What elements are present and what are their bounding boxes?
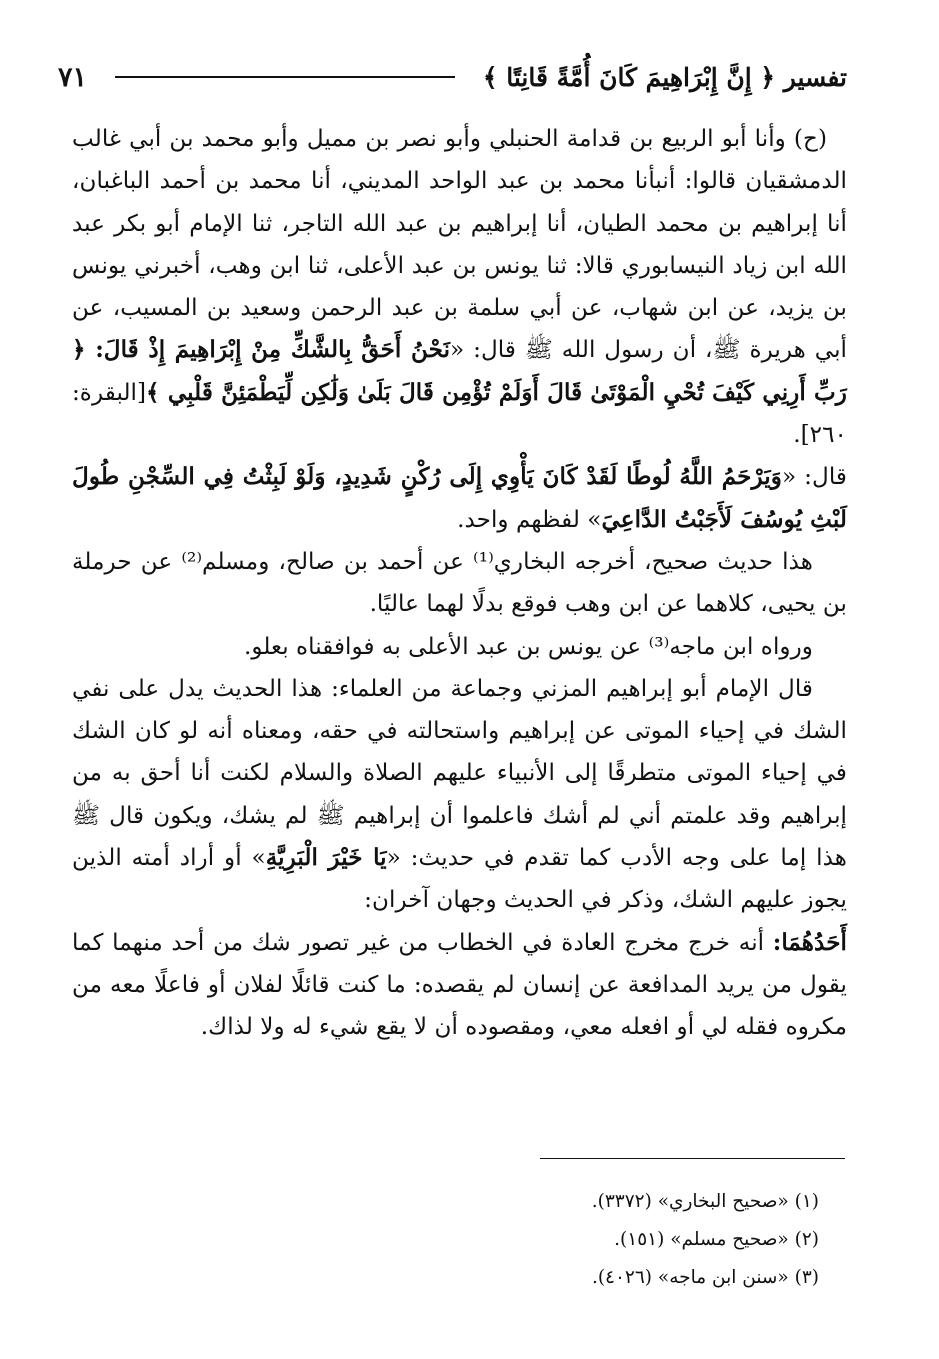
header-rule <box>115 76 455 78</box>
hadith-quote: يَا خَيْرَ الْبَرِيَّةِ <box>265 844 387 872</box>
paragraph-text: هذا حديث صحيح، أخرجه البخاري⁽¹⁾ عن أحمد بن صالح، ومسلم⁽²⁾ عن حرملة بن يحيى، كلاهما عن ابن وهب فوقع بدلًا لهما عاليًا. <box>72 547 847 618</box>
page-header <box>58 52 847 102</box>
page-number: ٧١ <box>58 61 88 93</box>
footnote-1: (١) «صحيح البخاري» (٣٣٧٢). <box>591 1191 819 1212</box>
paragraph-tail: » أو أراد أمته الذين يجوز عليهم الشك، وذكر في الحديث وجهان آخران: <box>72 844 847 914</box>
paragraph-isnad <box>72 118 847 456</box>
footnote-2: (٢) «صحيح مسلم» (١٥١). <box>614 1229 819 1250</box>
footnote-divider <box>540 1158 845 1159</box>
paragraph-first-aspect <box>72 922 847 1049</box>
footnote-3: (٣) «سنن ابن ماجه» (٤٠٢٦). <box>591 1267 819 1288</box>
paragraph-grading <box>72 541 847 626</box>
paragraph-text: قال: « <box>781 463 847 491</box>
running-title: تفسير ﴿ إِنَّ إِبْرَاهِيمَ كَانَ أُمَّةً قَانِتًا ﴾ <box>482 62 847 92</box>
page-body <box>72 118 847 1049</box>
footnotes <box>319 1183 819 1297</box>
paragraph-tail: [البقرة: ٢٦٠]. <box>72 378 847 449</box>
paragraph-text: ورواه ابن ماجه⁽³⁾ عن يونس بن عبد الأعلى به فوافقناه بعلو. <box>243 632 813 660</box>
paragraph-commentary <box>72 668 847 922</box>
section-lead: أَحَدُهُمَا: <box>772 928 847 956</box>
paragraph-text: أنه خرج مخرج العادة في الخطاب من غير تصور شك من أحد منهما كما يقول من يريد المدافعة عن إنسان لم يقصده: ما كنت قائلًا لفلان أو فاعلًا معه من مكروه فقله لي أو افعله معي، ومقصوده أن لا يقع شيء له ولا لذاك. <box>72 928 847 1041</box>
paragraph-hadith-continuation <box>72 456 847 541</box>
paragraph-ibn-majah <box>72 626 847 668</box>
hadith-quote: وَيَرْحَمُ اللَّهُ لُوطًا لَقَدْ كَانَ يَأْوِي إِلَى رُكْنٍ شَدِيدٍ، وَلَوْ لَبِثْتُ فِي السِّجْنِ طُولَ لَبْثِ يُوسُفَ لَأَجَبْتُ الدَّاعِيَ <box>72 463 847 533</box>
hadith-quote: نَحْنُ أَحَقُّ بِالشَّكِّ مِنْ إِبْرَاهِيمَ إِذْ قَالَ: ﴿ رَبِّ أَرِنِي كَيْفَ تُحْيِ الْمَوْتَىٰ قَالَ أَوَلَمْ تُؤْمِن قَالَ بَلَىٰ وَلَٰكِن لِّيَطْمَئِنَّ قَلْبِي ﴾ <box>72 336 847 406</box>
paragraph-text: (ح) وأنا أبو الربيع بن قدامة الحنبلي وأبو نصر بن مميل وأبو محمد بن أبي غالب الدمشقيان قالوا: أنبأنا محمد بن عبد الواحد المديني، أنا محمد بن أحمد الباغبان، أنا إبراهيم بن محمد الطيان، أنا إبراهيم بن عبد الله التاجر، ثنا الإمام أبو بكر عبد الله ابن زياد النيسابوري قالا: ثنا يونس بن عبد الأعلى، ثنا ابن وهب، أخبرني يونس بن يزيد، عن ابن شهاب، عن أبي سلمة بن عبد الرحمن وسعيد بن المسيب، عن أبي هريرة ﷺ، أن رسول الله ﷺ قال: « <box>72 125 847 364</box>
paragraph-text: قال الإمام أبو إبراهيم المزني وجماعة من العلماء: هذا الحديث يدل على نفي الشك في إحياء الموتى عن إبراهيم واستحالته في حقه، ومعناه أنه لو كان الشك في إحياء الموتى متطرقًا إلى الأنبياء عليهم الصلاة والسلام لكنت أنا أحق به من إبراهيم وقد علمتم أني لم أشك فاعلموا أن إبراهيم ﷺ لم يشك، ويكون قال ﷺ هذا إما على وجه الأدب كما تقدم في حديث: « <box>72 674 847 872</box>
paragraph-tail: » لفظهم واحد. <box>457 505 602 533</box>
